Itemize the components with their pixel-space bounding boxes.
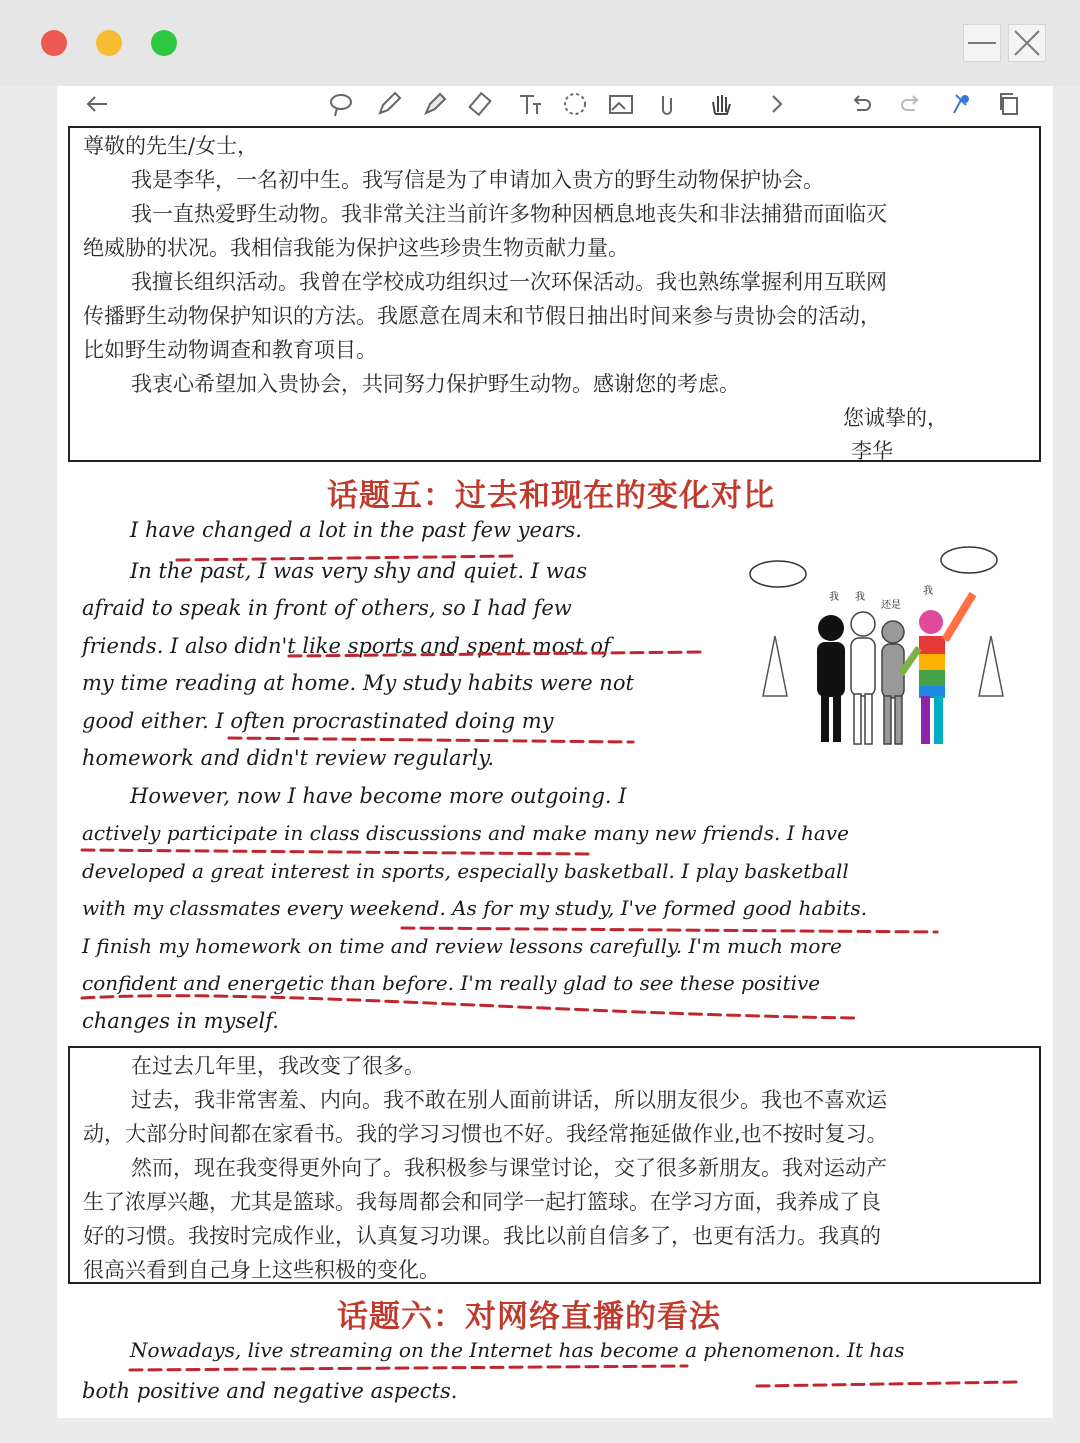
attach-icon[interactable] (653, 90, 681, 118)
essay-line: actively participate in class discussions and make many new friends. I have (82, 821, 849, 845)
close-icon (1009, 25, 1045, 61)
letter-line: 绝威胁的状况。我相信我能为保护这些珍贵生物贡献力量。 (83, 236, 629, 260)
hand-icon[interactable] (707, 90, 735, 118)
letter-line: 我擅长组织活动。我曾在学校成功组织过一次环保活动。我也熟练掌握利用互联网 (131, 270, 887, 294)
letter-line: 尊敬的先生/女士， (83, 134, 259, 158)
illus-label: 还是 (881, 600, 901, 611)
topic6-heading: 话题六：对网络直播的看法 (337, 1299, 721, 1335)
essay-line: friends. I also didn't like sports and spent most of (82, 634, 611, 658)
eraser-icon[interactable] (467, 90, 495, 118)
change-illustration (733, 536, 1013, 756)
image-icon[interactable] (607, 90, 635, 118)
figure-rainbow (901, 594, 973, 744)
essay-line: However, now I have become more outgoing. I (130, 784, 627, 808)
figure-white (851, 612, 875, 744)
essay-line: Nowadays, live streaming on the Internet has become a phenomenon. It has (130, 1338, 905, 1362)
pin-icon[interactable] (947, 90, 975, 118)
underline-mark (402, 928, 937, 932)
essay-line: homework and didn't review regularly. (82, 746, 495, 770)
underline-mark (82, 850, 592, 854)
letter-signature: 李华 (851, 439, 893, 463)
note-toolbar (57, 86, 1053, 126)
illus-label: 我 (855, 592, 865, 603)
translation-line: 然而，现在我变得更外向了。我积极参与课堂讨论，交了很多新朋友。我对运动产 (131, 1156, 887, 1180)
essay-line: afraid to speak in front of others, so I had few (82, 596, 572, 620)
essay-line: changes in myself. (82, 1009, 279, 1033)
letter-line: 我一直热爱野生动物。我非常关注当前许多物种因栖息地丧失和非法捕猎而面临灭 (131, 202, 887, 226)
shape-icon[interactable] (561, 90, 589, 118)
essay-line: developed a great interest in sports, especially basketball. I play basketball (82, 859, 849, 883)
translation-line: 过去，我非常害羞、内向。我不敢在别人面前讲话，所以朋友很少。我也不喜欢运 (131, 1088, 887, 1112)
essay-line: I have changed a lot in the past few years. (130, 518, 582, 542)
letter-line: 我是李华，一名初中生。我写信是为了申请加入贵方的野生动物保护协会。 (131, 168, 824, 192)
essay-line: both positive and negative aspects. (82, 1379, 458, 1403)
minimize-icon (964, 25, 1000, 61)
close-button[interactable] (1008, 24, 1046, 62)
document-page (57, 86, 1053, 1418)
figure-shy (817, 615, 845, 742)
redo-icon[interactable] (897, 90, 925, 118)
letter-line: 比如野生动物调查和教育项目。 (83, 338, 377, 362)
essay-line: my time reading at home. My study habits were not (82, 671, 634, 695)
highlighter-icon[interactable] (421, 90, 449, 118)
forward-chevron-icon[interactable] (763, 90, 791, 118)
figure-gray (882, 621, 904, 744)
translation-line: 很高兴看到自己身上这些积极的变化。 (83, 1258, 440, 1282)
essay-line: good either. I often procrastinated doing my (82, 709, 554, 733)
chinese-translation-box (68, 1046, 1041, 1284)
window-titlebar (0, 0, 1080, 86)
illus-label: 我 (829, 592, 839, 603)
pen-icon[interactable] (375, 90, 403, 118)
chinese-letter-box (68, 126, 1041, 462)
essay-line: confident and energetic than before. I'm really glad to see these positive (82, 971, 821, 995)
illus-label: 我 (923, 586, 933, 597)
copy-icon[interactable] (995, 90, 1023, 118)
topic5-heading: 话题五：过去和现在的变化对比 (327, 478, 775, 514)
translation-line: 好的习惯。我按时完成作业，认真复习功课。我比以前自信多了，也更有活力。我真的 (83, 1224, 881, 1248)
letter-line: 传播野生动物保护知识的方法。我愿意在周末和节假日抽出时间来参与贵协会的活动， (83, 304, 881, 328)
lasso-icon[interactable] (327, 90, 355, 118)
undo-icon[interactable] (847, 90, 875, 118)
essay-line: I finish my homework on time and review lessons carefully. I'm much more (82, 934, 842, 958)
underline-mark (130, 1366, 687, 1370)
back-arrow-icon[interactable] (83, 90, 111, 118)
cloud-icon (750, 547, 997, 587)
essay-line: with my classmates every weekend. As for my study, I've formed good habits. (82, 896, 868, 920)
text-icon[interactable] (515, 90, 543, 118)
minimize-button[interactable] (963, 24, 1001, 62)
translation-line: 生了浓厚兴趣，尤其是篮球。我每周都会和同学一起打篮球。在学习方面，我养成了良 (83, 1190, 881, 1214)
essay-line: In the past, I was very shy and quiet. I was (130, 559, 588, 583)
underline-mark (229, 738, 633, 742)
zoom-window-button[interactable] (151, 30, 177, 56)
minimize-window-button[interactable] (96, 30, 122, 56)
translation-line: 在过去几年里，我改变了很多。 (131, 1054, 425, 1078)
letter-closing: 您诚挚的， (843, 406, 948, 430)
translation-line: 动，大部分时间都在家看书。我的学习习惯也不好。我经常拖延做作业,也不按时复习。 (83, 1122, 888, 1146)
close-window-button[interactable] (41, 30, 67, 56)
underline-mark (757, 1382, 1017, 1386)
letter-line: 我衷心希望加入贵协会，共同努力保护野生动物。感谢您的考虑。 (131, 372, 740, 396)
